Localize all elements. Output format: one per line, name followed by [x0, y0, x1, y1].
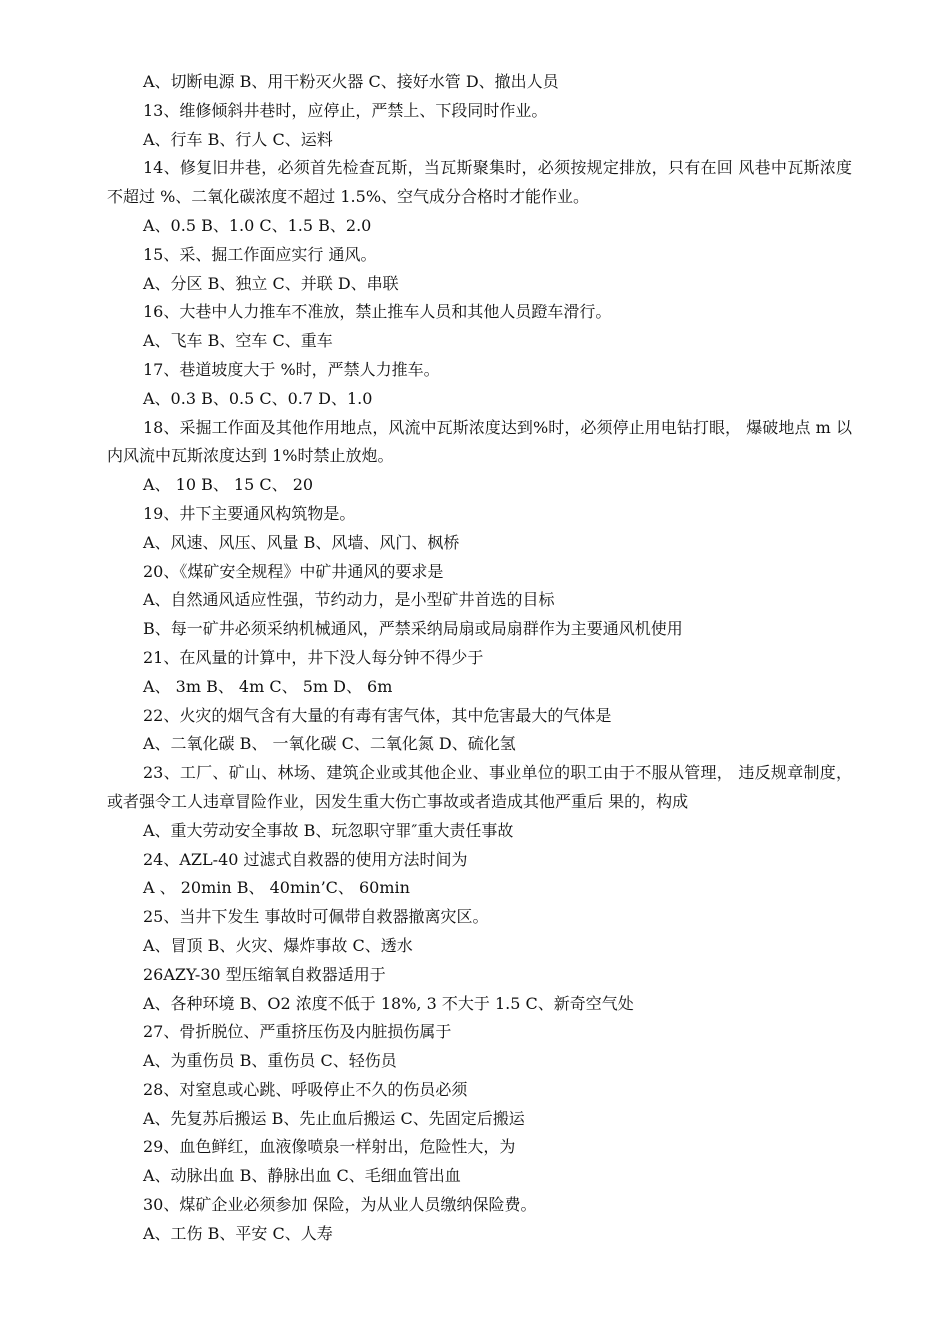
answer-options: A、0.5 B、1.0 C、1.5 B、2.0 [143, 215, 372, 235]
answer-options: A、 10 B、 15 C、 20 [143, 475, 314, 495]
answer-options: A、行车 B、行人 C、运料 [143, 129, 333, 149]
question-19: 19、井下主要通风构筑物是。 [143, 503, 356, 523]
answer-options: A、各种环境 B、O2 浓度不低于 18%, 3 不大于 1.5 C、新奇空气处 [143, 993, 634, 1013]
question-27: 27、骨折脱位、严重挤压伤及内脏损伤属于 [143, 1022, 452, 1042]
answer-option-a: A、自然通风适应性强，节约动力，是小型矿井首选的目标 [143, 590, 555, 610]
question-26: 26AZY-30 型压缩氧自救器适用于 [143, 964, 386, 984]
question-18: 18、采掘工作面及其他作用地点，风流中瓦斯浓度达到%时，必须停止用电钻打眼， 爆破地点 m 以内风流中瓦斯浓度达到 1%时禁止放炮。 [107, 417, 852, 466]
document-body [107, 68, 852, 1249]
answer-options: A 、 20min B、 40min’C、 60min [143, 878, 410, 898]
question-22: 22、火灾的烟气含有大量的有毒有害气体，其中危害最大的气体是 [143, 705, 612, 725]
answer-options: A、分区 B、独立 C、并联 D、串联 [143, 273, 399, 293]
answer-option-b: B、每一矿井必须采纳机械通风，严禁采纳局扇或局扇群作为主要通风机使用 [143, 619, 683, 639]
answer-options: A、切断电源 B、用干粉灭火器 C、接好水管 D、撤出人员 [143, 72, 559, 91]
question-15: 15、采、掘工作面应实行 通风。 [143, 244, 377, 264]
question-17: 17、巷道坡度大于 %时，严禁人力推车。 [143, 359, 440, 379]
answer-options: A、先复苏后搬运 B、先止血后搬运 C、先固定后搬运 [143, 1108, 525, 1128]
answer-options: A、冒顶 B、火灾、爆炸事故 C、透水 [143, 935, 413, 955]
answer-options: A、风速、风压、风量 B、风墙、风门、枫桥 [143, 532, 460, 552]
question-24: 24、AZL-40 过滤式自救器的使用方法时间为 [143, 849, 468, 869]
answer-options: A、为重伤员 B、重伤员 C、轻伤员 [143, 1051, 397, 1071]
question-30: 30、煤矿企业必须参加 保险，为从业人员缴纳保险费。 [143, 1195, 537, 1215]
question-14: 14、修复旧井巷，必须首先检查瓦斯，当瓦斯聚集时，必须按规定排放，只有在回 风巷中瓦斯浓度不超过 %、二氧化碳浓度不超过 1.5%、空气成分合格时才能作业。 [107, 158, 852, 207]
question-29: 29、血色鲜红，血液像喷泉一样射出，危险性大，为 [143, 1137, 516, 1157]
question-21: 21、在风量的计算中，井下没人每分钟不得少于 [143, 647, 484, 667]
answer-options: A、 3m B、 4m C、 5m D、 6m [143, 676, 393, 696]
answer-options: A、0.3 B、0.5 C、0.7 D、1.0 [143, 388, 373, 408]
question-16: 16、大巷中人力推车不准放，禁止推车人员和其他人员蹬车滑行。 [143, 302, 612, 322]
question-13: 13、维修倾斜井巷时，应停止，严禁上、下段同时作业。 [143, 100, 548, 120]
question-28: 28、对窒息或心跳、呼吸停止不久的伤员必须 [143, 1079, 468, 1099]
question-25: 25、当井下发生 事故时可佩带自救器撤离灾区。 [143, 907, 489, 927]
question-20: 20、《煤矿安全规程》中矿井通风的要求是 [143, 561, 444, 581]
answer-options: A、飞车 B、空车 C、重车 [143, 331, 333, 351]
answer-options: A、二氧化碳 B、 一氧化碳 C、二氧化氮 D、硫化氢 [143, 734, 516, 754]
answer-options: A、动脉出血 B、静脉出血 C、毛细血管出血 [143, 1166, 461, 1186]
answer-options: A、工伤 B、平安 C、人寿 [143, 1223, 333, 1243]
answer-options: A、重大劳动安全事故 B、玩忽职守罪″重大责任事故 [143, 820, 514, 840]
question-23: 23、工厂、矿山、林场、建筑企业或其他企业、事业单位的职工由于不服从管理， 违反规章制度，或者强令工人违章冒险作业，因发生重大伤亡事故或者造成其他严重后 果的，构成 [107, 763, 852, 811]
